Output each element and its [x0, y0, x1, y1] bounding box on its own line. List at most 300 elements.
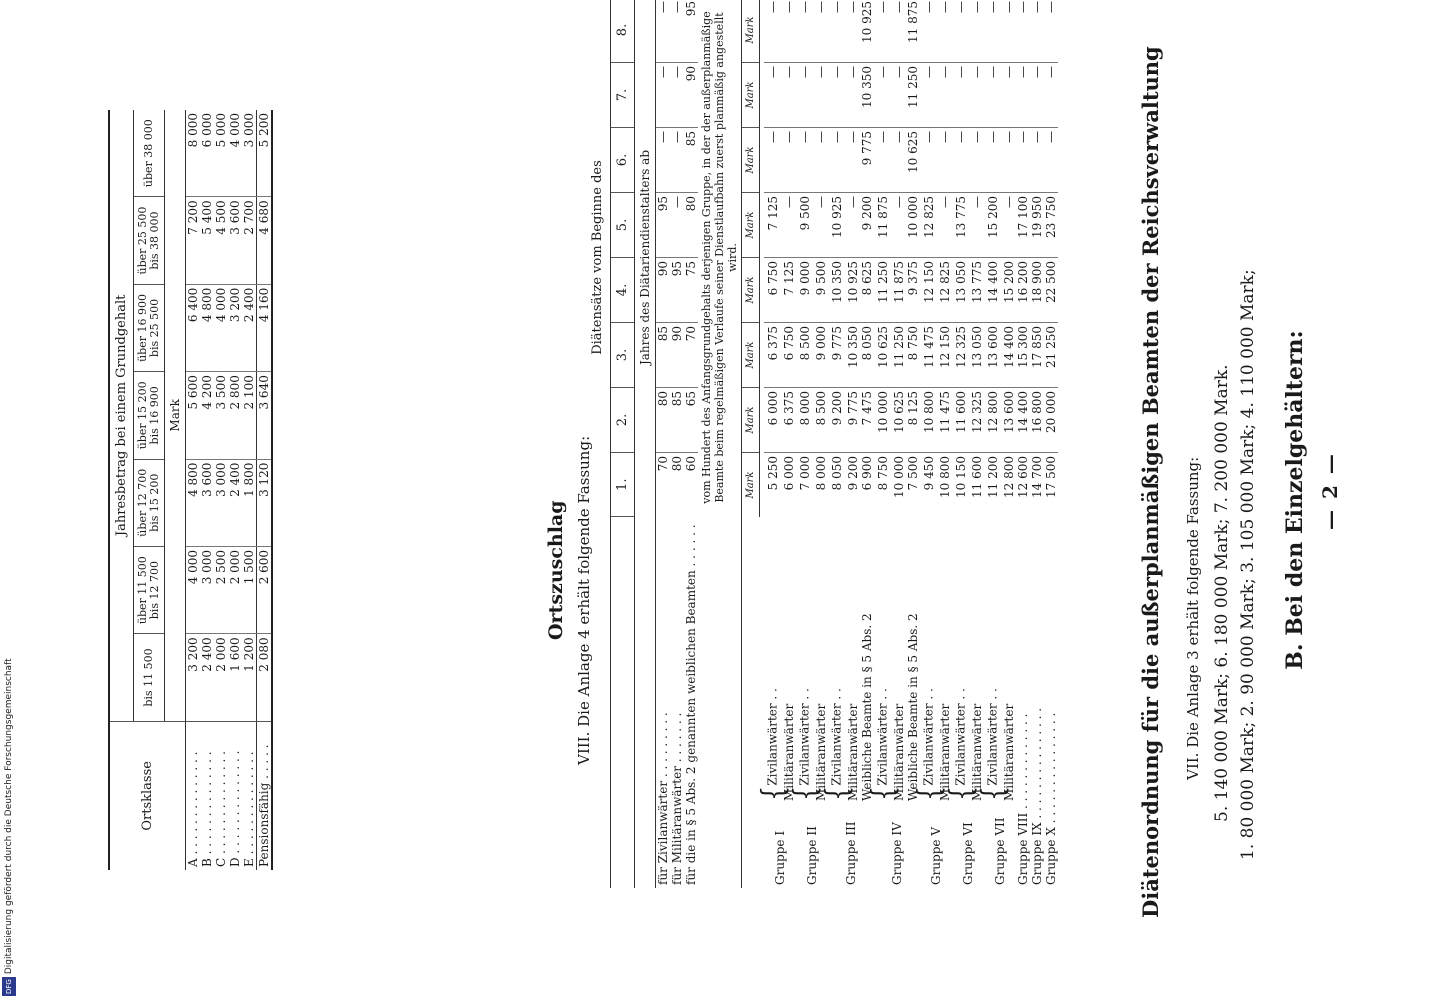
salary-value: — — [1044, 63, 1058, 128]
salary-value: — — [984, 63, 1002, 128]
salary-value: 9 200 — [860, 193, 874, 258]
salary-value: — — [952, 63, 970, 128]
pension-value: 2 600 — [257, 546, 273, 633]
percent-value: 80 — [670, 456, 684, 472]
column-range: über 38 000 — [134, 110, 165, 197]
salary-value: — — [920, 128, 938, 193]
salary-value: — — [874, 0, 892, 63]
salary-value: — — [814, 63, 828, 128]
salary-value: — — [1016, 63, 1030, 128]
salary-value: 9 775 — [860, 128, 874, 193]
salary-value: — — [764, 63, 782, 128]
salary-value: 10 625 — [874, 323, 892, 388]
subgroup-label — [938, 517, 952, 804]
salary-value: 14 700 — [1029, 456, 1044, 498]
salary-value: — — [952, 0, 970, 63]
ortszuschlag-value: 3 500 — [214, 372, 228, 459]
page-number: — 2 — — [1318, 452, 1342, 530]
salary-value: 11 875 — [874, 193, 892, 258]
dfg-watermark — [2, 606, 16, 996]
percent-value: 85 — [656, 323, 671, 388]
salary-value: 9 500 — [796, 193, 814, 258]
percent-row-label: für Militäranwärter . . . . . . . — [670, 712, 684, 885]
salary-value: — — [984, 128, 1002, 193]
salary-value: 19 950 — [1030, 193, 1044, 258]
salary-value: — — [970, 0, 984, 63]
salary-value: 6 750 — [782, 323, 796, 388]
salary-value: 12 600 — [1015, 456, 1030, 498]
salary-value: 9 775 — [846, 388, 860, 453]
ortsklasse-row — [242, 110, 257, 870]
header-group-label: Diätensätze vom Beginne des — [585, 0, 611, 517]
subgroup-text: Zivilanwärter . . — [797, 688, 811, 786]
salary-value: 9 200 — [845, 456, 860, 491]
ortszuschlag-value: 4 800 — [186, 459, 201, 546]
salary-value: 10 925 — [828, 193, 846, 258]
group-label: Gruppe V — [928, 827, 943, 885]
group-row — [952, 0, 970, 888]
ortsklasse-label: C . . . . . . . . . . . . . . — [214, 721, 228, 870]
header-years-row — [635, 0, 656, 888]
ortszuschlag-table — [108, 110, 273, 870]
subgroup-text: Zivilanwärter . . — [875, 688, 889, 786]
salary-value: 9 000 — [796, 258, 814, 323]
percent-value: 60 — [684, 456, 698, 472]
brace-mark: { — [974, 785, 1011, 801]
salary-value: 16 800 — [1030, 388, 1044, 453]
pension-value: 4 680 — [257, 197, 273, 284]
subgroup-text: Militäranwärter — [781, 703, 796, 801]
salary-value: — — [1002, 128, 1016, 193]
salary-value: — — [1030, 63, 1044, 128]
salary-value: — — [1030, 128, 1044, 193]
ortszuschlag-value: 1 500 — [242, 546, 257, 633]
salary-value: 11 250 — [874, 258, 892, 323]
ortszuschlag-value: 4 800 — [200, 284, 214, 371]
ortsklasse-row — [214, 110, 228, 870]
salary-value: 9 200 — [828, 388, 846, 453]
salary-value: 6 000 — [781, 456, 796, 491]
column-number: 7. — [611, 63, 635, 128]
salary-value: 8 000 — [813, 456, 828, 491]
salary-value: 8 050 — [860, 323, 874, 388]
salary-value: 7 125 — [764, 193, 782, 258]
pension-value: 5 200 — [257, 110, 273, 197]
salary-value: 13 050 — [970, 323, 984, 388]
percent-row — [656, 0, 671, 888]
unit-label: Mark — [742, 453, 760, 518]
ortsklasse-row — [200, 110, 214, 870]
ortszuschlag-value: 3 000 — [214, 459, 228, 546]
ortsklasse-row — [228, 110, 242, 870]
subgroup-text: Militäranwärter — [813, 703, 828, 801]
group-label: Gruppe VIII . . . . . . . . . . . . . — [1015, 713, 1030, 885]
salary-value: — — [1002, 63, 1016, 128]
salary-value: 17 850 — [1030, 323, 1044, 388]
salary-value: — — [1044, 0, 1058, 63]
ortszuschlag-value: 2 700 — [242, 197, 257, 284]
salary-value: 23 750 — [1044, 193, 1058, 258]
salary-value: 12 825 — [920, 193, 938, 258]
salary-value: 17 500 — [1043, 456, 1058, 498]
pension-value: 3 640 — [257, 372, 273, 459]
subgroup-text: Militäranwärter — [1001, 703, 1016, 801]
salary-value: 8 050 — [829, 456, 844, 491]
ortszuschlag-value: 2 800 — [228, 372, 242, 459]
salary-value: — — [938, 193, 952, 258]
salary-value: 8 625 — [860, 258, 874, 323]
group-row — [1044, 0, 1058, 888]
salary-value: 9 375 — [906, 258, 920, 323]
dfg-logo: DFG — [2, 977, 16, 996]
salary-value: 10 000 — [874, 388, 892, 453]
ortszuschlag-value: 3 000 — [200, 546, 214, 633]
salary-value: 13 600 — [1002, 388, 1016, 453]
brace-mark: { — [754, 785, 791, 801]
salary-value: 14 400 — [984, 258, 1002, 323]
section7-title: Diätenordnung für die außerplanmäßigen Beamten der Reichsverwaltung — [1138, 46, 1163, 918]
salary-value: 6 750 — [764, 258, 782, 323]
section7-intro: VII. Die Anlage 3 erhält folgende Fassung: — [1184, 456, 1202, 780]
subgroup-text: Zivilanwärter . . — [985, 688, 999, 786]
brace-mark: { — [910, 785, 947, 801]
salary-value: 21 250 — [1044, 323, 1058, 388]
ortszuschlag-value: 4 000 — [228, 110, 242, 197]
salary-value: 9 775 — [828, 323, 846, 388]
salary-value: — — [1002, 0, 1016, 63]
salary-value: 14 400 — [1002, 323, 1016, 388]
column-number-row — [611, 0, 635, 888]
salary-value: — — [920, 0, 938, 63]
salary-value: 18 900 — [1030, 258, 1044, 323]
subgroup-label — [814, 517, 828, 804]
salary-value: 10 350 — [860, 63, 874, 128]
salary-value: 8 125 — [906, 388, 920, 453]
note-text: vom Hundert des Anfangsgrundgehalts derjenigen Gruppe, in der der außerplanmäßige Beamte beim regelmäßigen Verlaufe seiner Dienstlaufbahn zuerst planmäßig angestellt wird. — [698, 0, 742, 517]
salary-line-2: 5. 140 000 Mark; 6. 180 000 Mark; 7. 200 000 Mark. — [1212, 364, 1232, 822]
subgroup-text: Zivilanwärter . . — [921, 688, 935, 786]
unit-label: Mark — [742, 258, 760, 323]
ortszuschlag-value: 4 200 — [200, 372, 214, 459]
salary-value: — — [782, 128, 796, 193]
salary-value: 8 750 — [906, 323, 920, 388]
salary-value: 12 325 — [970, 388, 984, 453]
salary-value: — — [814, 128, 828, 193]
salary-value: 12 150 — [920, 258, 938, 323]
ortszuschlag-value: 2 000 — [228, 546, 242, 633]
salary-value: 11 875 — [892, 258, 906, 323]
salary-value: — — [984, 0, 1002, 63]
percent-value: 85 — [684, 128, 698, 193]
percent-value: 90 — [656, 258, 671, 323]
percent-value: — — [670, 0, 684, 63]
ortszuschlag-value: 1 600 — [228, 634, 242, 721]
percent-value: — — [656, 63, 671, 128]
salary-value: 15 200 — [1002, 258, 1016, 323]
percent-value: 70 — [656, 456, 670, 472]
percent-row — [684, 0, 698, 888]
salary-value: 6 375 — [764, 323, 782, 388]
subgroup-label — [906, 517, 920, 804]
salary-value: 7 000 — [797, 456, 812, 491]
ortszuschlag-value: 3 200 — [228, 284, 242, 371]
section8-title: Ortszuschlag — [545, 500, 567, 640]
percent-value: — — [670, 193, 684, 258]
column-range: über 15 200 bis 16 900 — [134, 372, 165, 459]
ortszuschlag-value: 4 500 — [214, 197, 228, 284]
salary-value: — — [764, 128, 782, 193]
subgroup-text: Zivilanwärter . . — [953, 688, 967, 786]
group-label: Gruppe I — [772, 830, 787, 885]
salary-value: 10 925 — [860, 0, 874, 63]
subgroup-text: Militäranwärter — [937, 703, 952, 801]
salary-value: 10 800 — [920, 388, 938, 453]
column-range: über 11 500 bis 12 700 — [134, 546, 165, 633]
salary-value: 17 100 — [1016, 193, 1030, 258]
salary-value: — — [828, 0, 846, 63]
ortszuschlag-value: 3 600 — [200, 459, 214, 546]
percent-value: — — [656, 128, 671, 193]
salary-value: 5 250 — [765, 456, 780, 491]
group-row — [920, 0, 938, 888]
section-heading: B. Bei den Einzelgehältern: — [1282, 330, 1308, 670]
salary-value: — — [828, 128, 846, 193]
percent-value: 65 — [684, 388, 698, 453]
ortszuschlag-value: 5 400 — [200, 197, 214, 284]
salary-value: — — [970, 63, 984, 128]
salary-value: 7 475 — [860, 388, 874, 453]
brace-mark: { — [818, 785, 855, 801]
unit-label: Mark — [742, 0, 760, 63]
pension-value: 3 120 — [257, 459, 273, 546]
percent-value: 80 — [684, 193, 698, 258]
ortsklasse-label: E . . . . . . . . . . . . . . — [242, 721, 257, 870]
salary-value: 10 625 — [906, 128, 920, 193]
unit-label: Mark — [742, 63, 760, 128]
salary-value: 11 600 — [952, 388, 970, 453]
ortsklasse-label: D . . . . . . . . . . . . . . — [228, 721, 242, 870]
salary-value: 10 800 — [937, 456, 952, 498]
group-row — [846, 0, 860, 888]
column-number: 5. — [611, 193, 635, 258]
salary-value: — — [1030, 0, 1044, 63]
salary-value: 8 000 — [796, 388, 814, 453]
group-row — [1016, 0, 1030, 888]
group-row — [1030, 0, 1044, 888]
salary-value: 12 325 — [952, 323, 970, 388]
salary-value: 6 375 — [782, 388, 796, 453]
salary-value: — — [782, 193, 796, 258]
unit-label: Mark — [165, 110, 186, 721]
salary-value: — — [828, 63, 846, 128]
salary-value: 11 600 — [969, 456, 984, 498]
column-number: 4. — [611, 258, 635, 323]
salary-value: 20 000 — [1044, 388, 1058, 453]
percent-value: 95 — [684, 0, 698, 63]
subgroup-text: Militäranwärter — [845, 703, 860, 801]
group-row — [906, 0, 920, 888]
salary-value: — — [892, 193, 906, 258]
ortszuschlag-value: 2 500 — [214, 546, 228, 633]
salary-value: — — [938, 0, 952, 63]
salary-value: 6 000 — [764, 388, 782, 453]
subgroup-text: Zivilanwärter . . — [829, 688, 843, 786]
salary-line-1: 1. 80 000 Mark; 2. 90 000 Mark; 3. 105 000 Mark; 4. 110 000 Mark; — [1238, 269, 1258, 860]
salary-value: 8 500 — [814, 388, 828, 453]
salary-value: — — [1044, 128, 1058, 193]
salary-value: 10 000 — [891, 456, 906, 498]
group-label: Gruppe III — [843, 821, 858, 885]
group-label: Gruppe VI — [960, 822, 975, 885]
salary-value: 12 150 — [938, 323, 952, 388]
salary-value: — — [814, 193, 828, 258]
ortszuschlag-value: 6 000 — [200, 110, 214, 197]
group-row — [828, 0, 846, 888]
row-header: Ortsklasse — [109, 721, 186, 870]
group-row — [814, 0, 828, 888]
ortszuschlag-value: 1 200 — [242, 634, 257, 721]
subgroup-label — [970, 517, 984, 804]
column-number: 3. — [611, 323, 635, 388]
percent-value: — — [670, 63, 684, 128]
header-years-label: Jahres des Diätariendienstalters ab — [635, 0, 656, 517]
salary-value: 11 475 — [920, 323, 938, 388]
salary-value: 10 000 — [906, 193, 920, 258]
group-row — [782, 0, 796, 888]
percent-value: 90 — [670, 323, 684, 388]
subgroup-text: Militäranwärter — [969, 703, 984, 801]
pension-row — [257, 110, 273, 870]
salary-value: 11 250 — [892, 323, 906, 388]
salary-value: 9 000 — [814, 323, 828, 388]
unit-label: Mark — [742, 323, 760, 388]
subgroup-label — [782, 517, 796, 804]
column-number: 1. — [611, 453, 635, 518]
subgroup-text: Weibliche Beamte in § 5 Abs. 2 — [859, 613, 874, 801]
ortszuschlag-value: 6 400 — [186, 284, 201, 371]
percent-row-label: für Zivilanwärter . . . . . . . . . — [656, 712, 670, 885]
percent-value: 95 — [656, 193, 671, 258]
salary-value: — — [892, 63, 906, 128]
salary-value: 15 200 — [984, 193, 1002, 258]
ortszuschlag-value: 3 600 — [228, 197, 242, 284]
salary-value: 7 125 — [782, 258, 796, 323]
salary-value: 11 475 — [938, 388, 952, 453]
ortszuschlag-value: 2 400 — [242, 284, 257, 371]
ortszuschlag-value: 5 600 — [186, 372, 201, 459]
ortszuschlag-value: 4 000 — [214, 284, 228, 371]
salary-value: 10 625 — [892, 388, 906, 453]
group-row — [764, 0, 782, 888]
salary-value: — — [892, 128, 906, 193]
unit-label: Mark — [742, 388, 760, 453]
salary-value: 22 500 — [1044, 258, 1058, 323]
salary-value: — — [952, 128, 970, 193]
group-label: Gruppe II — [804, 826, 819, 885]
percent-value: 90 — [684, 63, 698, 128]
salary-value: 13 775 — [970, 258, 984, 323]
ortszuschlag-value: 2 000 — [214, 634, 228, 721]
section8-intro: VIII. Die Anlage 4 erhält folgende Fassung: — [575, 435, 593, 765]
ortsklasse-row — [186, 110, 201, 870]
salary-value: — — [874, 63, 892, 128]
column-range: über 25 500 bis 38 000 — [134, 197, 165, 284]
subgroup-label — [1002, 517, 1016, 804]
percent-row — [670, 0, 684, 888]
note-row — [698, 0, 742, 888]
salary-value: 9 500 — [814, 258, 828, 323]
subgroup-label — [846, 517, 860, 804]
group-label: Gruppe X . . . . . . . . . . . . . . . — [1043, 712, 1058, 885]
salary-value: — — [782, 0, 796, 63]
column-range: über 12 700 bis 15 200 — [134, 459, 165, 546]
group-row — [1002, 0, 1016, 888]
salary-value: 12 800 — [984, 388, 1002, 453]
diaeten-table — [585, 0, 1058, 888]
salary-value: — — [846, 128, 860, 193]
subgroup-text: Zivilanwärter . . — [765, 688, 779, 786]
ortszuschlag-value: 2 400 — [228, 459, 242, 546]
salary-value: 12 800 — [1001, 456, 1016, 498]
group-row — [796, 0, 814, 888]
salary-value: 10 350 — [846, 323, 860, 388]
salary-value: — — [1016, 0, 1030, 63]
salary-value: 10 350 — [828, 258, 846, 323]
salary-value: — — [938, 63, 952, 128]
header-main-label: Jahresbetrag bei einem Grundgehalt — [109, 110, 134, 721]
salary-value: — — [846, 0, 860, 63]
salary-value: 10 150 — [953, 456, 968, 498]
percent-value: 85 — [670, 388, 684, 453]
percent-value: — — [656, 0, 671, 63]
subgroup-label — [892, 517, 906, 804]
salary-value: 10 925 — [846, 258, 860, 323]
ortszuschlag-value: 2 100 — [242, 372, 257, 459]
percent-value: 80 — [656, 388, 671, 453]
salary-value: 16 200 — [1016, 258, 1030, 323]
ortszuschlag-value: 7 200 — [186, 197, 201, 284]
percent-row-label: für die in § 5 Abs. 2 genannten weiblichen Beamten . . . . . . — [684, 524, 698, 885]
salary-value: 15 300 — [1016, 323, 1030, 388]
ortszuschlag-value: 8 000 — [186, 110, 201, 197]
salary-value: — — [1002, 193, 1016, 258]
salary-value: — — [814, 0, 828, 63]
group-row — [860, 0, 874, 888]
column-number: 2. — [611, 388, 635, 453]
header-row — [109, 110, 134, 870]
salary-value: 8 750 — [875, 456, 890, 491]
ortszuschlag-value: 2 400 — [200, 634, 214, 721]
ortsklasse-label: B . . . . . . . . . . . . . . — [200, 721, 214, 870]
ortszuschlag-value: 3 000 — [242, 110, 257, 197]
column-number: 8. — [611, 0, 635, 63]
salary-value: 11 200 — [985, 456, 1000, 498]
salary-value: 11 250 — [906, 63, 920, 128]
column-range: über 16 900 bis 25 500 — [134, 284, 165, 371]
salary-value: — — [892, 0, 906, 63]
salary-value: — — [782, 63, 796, 128]
subgroup-text: Militäranwärter — [891, 703, 906, 801]
salary-value: — — [764, 0, 782, 63]
brace-mark: { — [942, 785, 979, 801]
salary-value: 13 600 — [984, 323, 1002, 388]
salary-value: — — [970, 193, 984, 258]
salary-value: — — [938, 128, 952, 193]
unit-label: Mark — [742, 128, 760, 193]
ortszuschlag-value: 1 800 — [242, 459, 257, 546]
group-row — [892, 0, 906, 888]
salary-value: — — [846, 63, 860, 128]
